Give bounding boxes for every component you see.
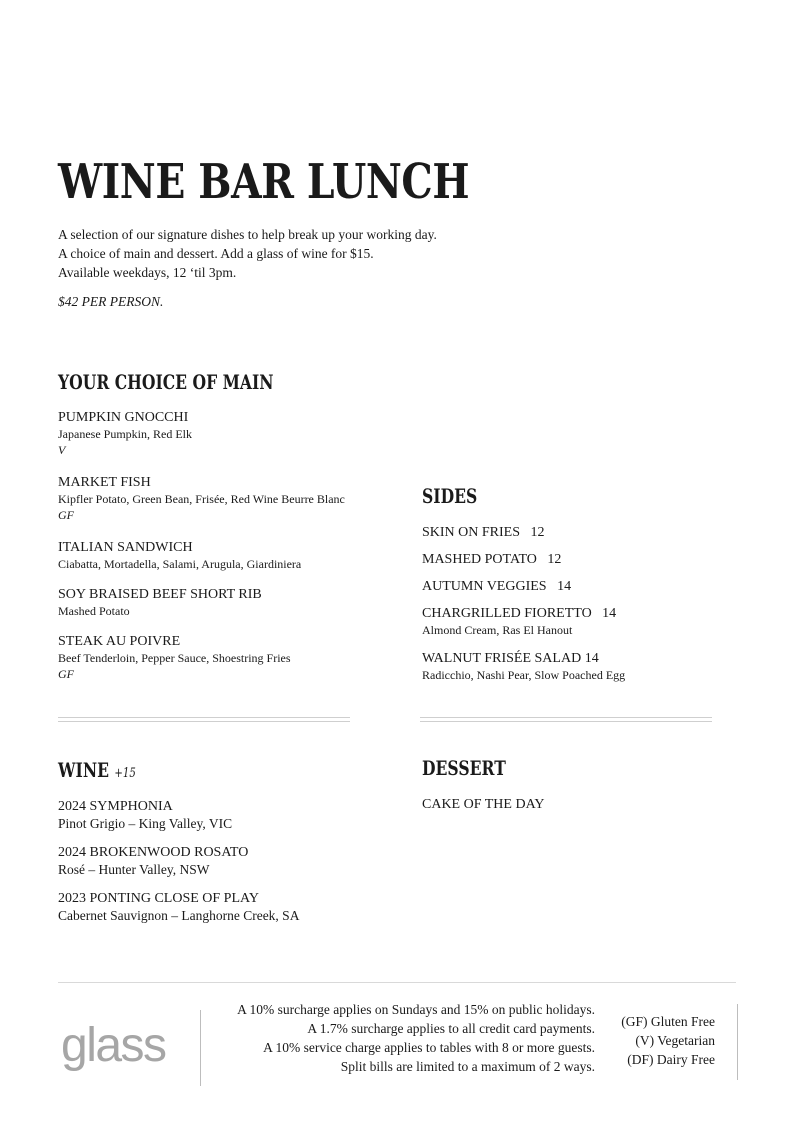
item-name: AUTUMN VEGGIES 14	[422, 579, 572, 594]
dietary-tag: V	[58, 443, 66, 457]
dietary-legend	[621, 1012, 715, 1069]
menu-item-side	[422, 524, 545, 541]
intro-line: A choice of main and dessert. Add a glass of wine for $15.	[58, 246, 374, 261]
menu-item-main	[58, 539, 301, 572]
item-name: ITALIAN SANDWICH	[58, 540, 193, 555]
section-divider	[420, 717, 712, 722]
menu-item-main	[58, 586, 262, 619]
item-name: MARKET FISH	[58, 475, 151, 490]
wine-item	[58, 890, 299, 924]
item-description: Radicchio, Nashi Pear, Slow Poached Egg	[422, 668, 626, 682]
intro-line: A selection of our signature dishes to help break up your working day.	[58, 227, 437, 242]
wine-description: Cabernet Sauvignon – Langhorne Creek, SA	[58, 908, 300, 923]
legend-entry: (DF) Dairy Free	[627, 1052, 715, 1067]
surcharge-notes	[237, 1000, 595, 1076]
wine-item	[58, 798, 232, 832]
legend-entry: (GF) Gluten Free	[621, 1014, 715, 1029]
legend-entry: (V) Vegetarian	[635, 1033, 715, 1048]
glass-logo: glass	[61, 1019, 166, 1072]
intro-text	[58, 225, 437, 282]
section-divider	[58, 717, 350, 722]
price-per-person: $42 PER PERSON.	[58, 294, 164, 309]
item-name: MASHED POTATO 12	[422, 552, 562, 567]
menu-item-side	[422, 605, 616, 638]
wine-description: Rosé – Hunter Valley, NSW	[58, 862, 210, 877]
item-description: Kipfler Potato, Green Bean, Frisée, Red Wine Beurre Blanc	[58, 492, 345, 506]
wine-price-suffix: +15	[114, 766, 136, 781]
item-description: Ciabatta, Mortadella, Salami, Arugula, Giardiniera	[58, 557, 302, 571]
item-name: CHARGRILLED FIORETTO 14	[422, 606, 617, 621]
footer-separator	[200, 1010, 201, 1086]
menu-item-side	[422, 650, 625, 683]
wine-description: Pinot Grigio – King Valley, VIC	[58, 816, 233, 831]
menu-item-main	[58, 633, 291, 682]
menu-item-dessert	[422, 796, 545, 813]
dietary-tag: GF	[58, 508, 74, 522]
item-description: Mashed Potato	[58, 604, 130, 618]
menu-item-main	[58, 409, 192, 458]
intro-line: Available weekdays, 12 ‘til 3pm.	[58, 265, 237, 280]
menu-item-main	[58, 474, 345, 523]
surcharge-note: A 10% service charge applies to tables with 8 or more guests.	[263, 1040, 595, 1055]
item-description: Japanese Pumpkin, Red Elk	[58, 427, 192, 441]
dessert-heading: DESSERT	[422, 756, 506, 780]
wine-heading	[58, 757, 136, 787]
item-name: SOY BRAISED BEEF SHORT RIB	[58, 587, 262, 602]
item-description: Beef Tenderloin, Pepper Sauce, Shoestring Fries	[58, 651, 291, 665]
wine-name: 2023 PONTING CLOSE OF PLAY	[58, 891, 259, 906]
surcharge-note: Split bills are limited to a maximum of 2 ways.	[340, 1059, 595, 1074]
menu-item-side	[422, 551, 561, 568]
surcharge-note: A 10% surcharge applies on Sundays and 15% on public holidays.	[237, 1002, 595, 1017]
item-name: STEAK AU POIVRE	[58, 634, 181, 649]
footer-divider	[58, 982, 736, 983]
menu-item-side	[422, 578, 571, 595]
item-name: SKIN ON FRIES 12	[422, 525, 545, 540]
mains-heading: YOUR CHOICE OF MAIN	[58, 370, 274, 394]
wine-name: 2024 SYMPHONIA	[58, 799, 173, 814]
item-description: Almond Cream, Ras El Hanout	[422, 623, 573, 637]
wine-name: 2024 BROKENWOOD ROSATO	[58, 845, 249, 860]
wine-item	[58, 844, 248, 878]
surcharge-note: A 1.7% surcharge applies to all credit card payments.	[307, 1021, 595, 1036]
item-name: CAKE OF THE DAY	[422, 797, 545, 812]
item-name: PUMPKIN GNOCCHI	[58, 410, 189, 425]
item-name: WALNUT FRISÉE SALAD 14	[422, 651, 599, 666]
dietary-tag: GF	[58, 667, 74, 681]
page-title: WINE BAR LUNCH	[58, 154, 470, 210]
footer-separator	[737, 1004, 738, 1080]
wine-heading-text: WINE	[58, 758, 109, 782]
sides-heading: SIDES	[422, 484, 478, 508]
